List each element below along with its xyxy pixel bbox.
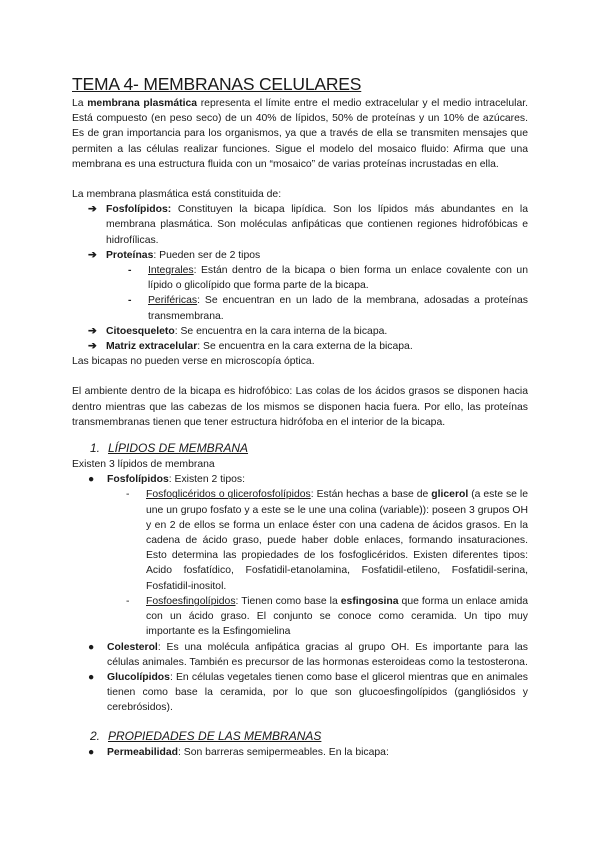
- list-item-integrales: - Integrales: Están dentro de la bicapa o bien forma un enlace covalente con un lípido o glicolípido que forma parte de la bicapa.: [128, 265, 528, 292]
- ambiente-paragraph: El ambiente dentro de la bicapa es hidrofóbico: Las colas de los ácidos grasos se disponen hacia dentro mientras que las cabezas de los mismos se disponen hacia fuera. Por ello, las proteínas transmembranas tienen que tener estructura hidrófoba en el interior de la bicapa.: [72, 386, 528, 428]
- list-item-fosfolipidos: ➔ Fosfolípidos: Constituyen la bicapa lipídica. Son los lípidos más abundantes en la membrana plasmática. Son moléculas anfipáticas que contienen regiones hidrofóbicas e hidrofílicas.: [88, 204, 528, 246]
- dash-icon: -: [128, 265, 132, 277]
- list-item-fosfolipidos-tipos: ● Fosfolípidos: Existen 2 tipos: - Fosfoglicéridos o glicerofosfolípidos: Están hechas a base de glicerol (a este se le une un grupo fosfato y a este se le une una colina (variable)): poseen 3 grupos OH y en 2 de ellos se forma un enlace éster con una cadena de ácidos grasos. En la cadena de ácido graso, puede haber doble enlaces, formando insaturaciones. Esto determina las propiedades de los fosfoglicéridos. Existen diferentes tipos: Acido fosfatídico, Fosfatidil-etanolamina, Fosfatidil-etileno, Fosfatidil-serina, Fosfatidil-inositol. - Fosfoesfingolípidos: Tienen como base la esfingosina que forma un enlace amida con un ácido graso. El conjunto se conoce como ceramida. Un tipo muy importante es la Esfingomielina: [88, 472, 528, 639]
- lipids-list: [72, 472, 528, 715]
- intro-paragraph: La membrana plasmática representa el límite entre el medio extracelular y el medio intracelular. Está compuesto (en peso seco) de un 40% de lípidos, 50% de proteínas y un 10% de azúcares. Es de gran importancia para los organismos, ya que a través de ella se transmiten mensajes que permiten a las células realizar funciones. Sigue el modelo del mosaico fluido: Afirma que una membrana es una estructura fluida con un “mosaico” de varias proteínas incrustadas en ella.: [72, 98, 528, 170]
- section1-intro: Existen 3 lípidos de membrana: [72, 459, 215, 471]
- list-item-citoesqueleto: ➔ Citoesqueleto: Se encuentra en la cara interna de la bicapa.: [88, 324, 528, 339]
- dash-icon: -: [126, 595, 130, 607]
- arrow-icon: ➔: [88, 249, 97, 261]
- bullet-icon: ●: [88, 641, 95, 653]
- section-heading-propiedades: 2. PROPIEDADES DE LAS MEMBRANAS: [90, 728, 322, 743]
- section-heading-lipidos: 1. LÍPIDOS DE MEMBRANA: [90, 441, 249, 456]
- bullet-icon: ●: [88, 746, 95, 758]
- list-item-perifericas: - Periféricas: Se encuentran en un lado de la membrana, adosadas a proteínas transmembrana.: [128, 295, 528, 322]
- list-item-proteinas: ➔ Proteínas: Pueden ser de 2 tipos - Integrales: Están dentro de la bicapa o bien forma un enlace covalente con un lípido o glicolípido que forma parte de la bicapa. - Periféricas: Se encuentran en un lado de la membrana, adosadas a proteínas transmembrana.: [88, 248, 528, 324]
- components-list: [72, 202, 528, 354]
- arrow-icon: ➔: [88, 204, 97, 216]
- list-item-matriz: ➔ Matriz extracelular: Se encuentra en la cara externa de la bicapa.: [88, 339, 528, 354]
- properties-list: [72, 745, 528, 760]
- arrow-icon: ➔: [88, 325, 97, 337]
- page-title: TEMA 4- MEMBRANAS CELULARES: [72, 74, 362, 94]
- list-item-colesterol: ● Colesterol: Es una molécula anfipática gracias al grupo OH. Es importante para las células animales. También es precursor de las hormonas esteroideas como la testosterona.: [88, 641, 528, 668]
- dash-icon: -: [128, 295, 132, 307]
- constituida-line: La membrana plasmática está constituida de:: [72, 189, 282, 201]
- arrow-icon: ➔: [88, 341, 97, 353]
- list-item-permeabilidad: ● Permeabilidad: Son barreras semipermeables. En la bicapa:: [88, 745, 528, 760]
- list-item-fosfoesfingolipidos: - Fosfoesfingolípidos: Tienen como base la esfingosina que forma un enlace amida con un ácido graso. El conjunto se conoce como ceramida. Un tipo muy importante es la Esfingomielina: [126, 595, 529, 638]
- bullet-icon: ●: [88, 671, 95, 683]
- bullet-icon: ●: [88, 474, 95, 486]
- proteinas-sublist: [106, 263, 528, 324]
- microscopia-line: Las bicapas no pueden verse en microscopía óptica.: [72, 356, 315, 368]
- term-membrana-plasmatica: membrana plasmática: [87, 98, 198, 109]
- dash-icon: -: [126, 489, 130, 501]
- list-item-fosfogliceridos: - Fosfoglicéridos o glicerofosfolípidos: Están hechas a base de glicerol (a este se le une un grupo fosfato y a este se le une una colina (variable)): poseen 3 grupos OH y en 2 de ellos se forma un enlace éster con una cadena de ácidos grasos. En la cadena de ácido graso, puede haber doble enlaces, formando insaturaciones. Esto determina las propiedades de los fosfoglicéridos. Existen diferentes tipos: Acido fosfatídico, Fosfatidil-etanolamina, Fosfatidil-etileno, Fosfatidil-serina, Fosfatidil-inositol.: [126, 489, 528, 592]
- list-item-glucolipidos: ● Glucolípidos: En células vegetales tienen como base el glicerol mientras que en animales tienen como base la ceramida, por lo que son glucoesfingolípidos (gangliósidos y cerebrósidos).: [88, 671, 528, 714]
- fosfolipidos-sublist: [107, 487, 528, 639]
